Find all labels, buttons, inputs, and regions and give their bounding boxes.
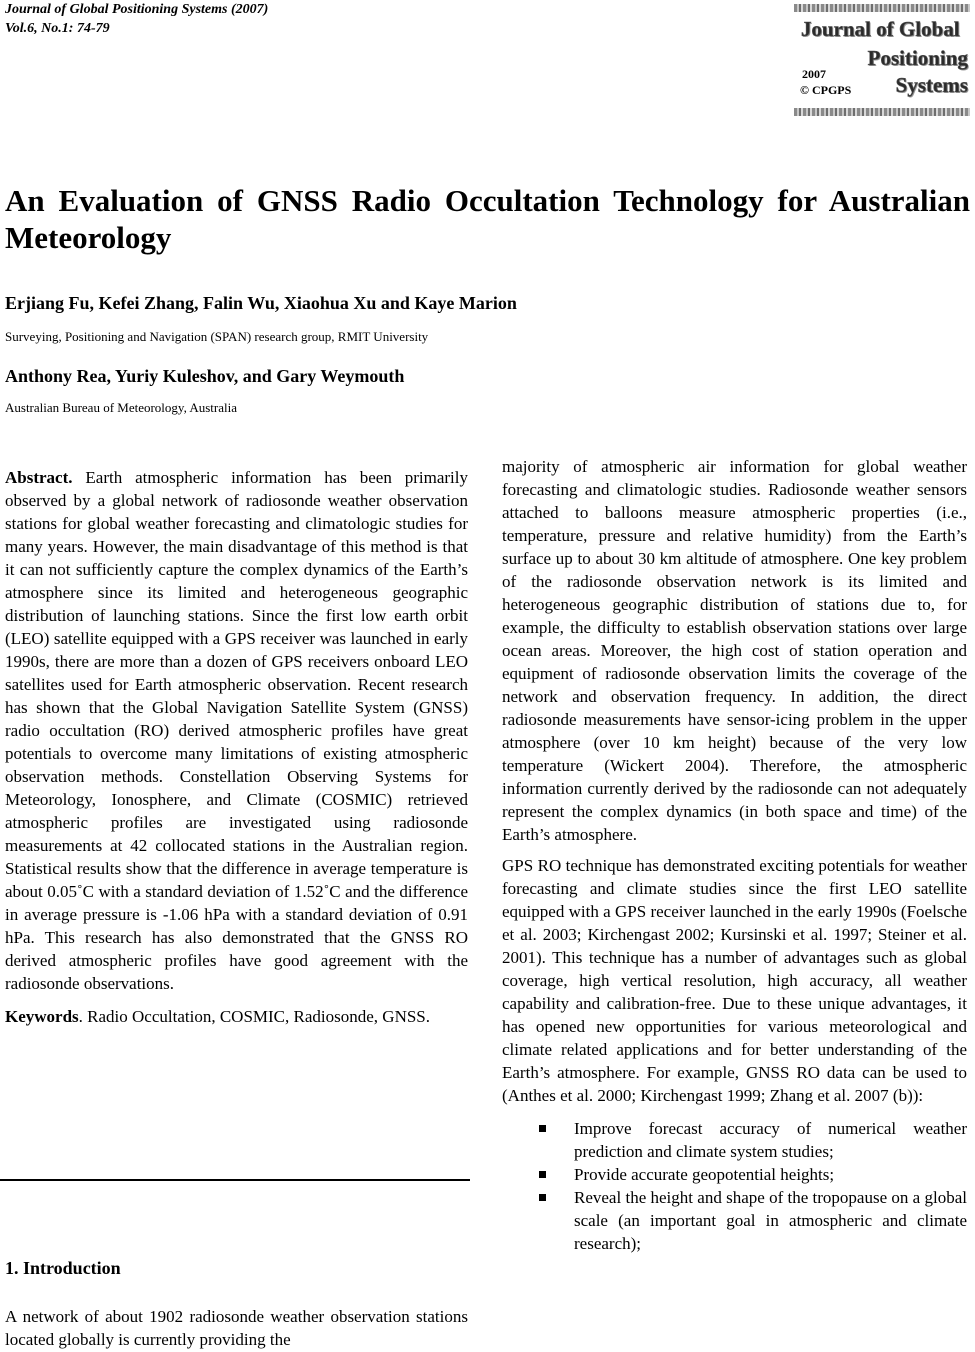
square-bullet-icon (539, 1194, 546, 1201)
logo-line-2: Positioning (867, 46, 968, 70)
square-bullet-icon (539, 1171, 546, 1178)
logo-border-top (794, 4, 970, 12)
logo-year: 2007 (802, 67, 826, 81)
journal-volume: Vol.6, No.1: 74-79 (5, 21, 110, 36)
logo-line-1: Journal of Global (801, 17, 960, 41)
bullet-list (502, 1117, 967, 1255)
journal-header (5, 0, 268, 38)
right-paragraph-2: GPS RO technique has demonstrated exciting potentials for weather forecasting and climate studies since the first LEO satellite equipped with a GPS receiver launched in the early 1990s (Foelsche et al. 2003; Kirchengast 2002; Kursinski et al. 1997; Steiner et al. 2001). This technique has a number of advantages such as global coverage, high vertical resolution, high accuracy, all weather capability and calibration-free. Due to these unique advantages, it has opened new opportunities for various meteorological and climate related applications and for better understanding of the Earth’s atmosphere. For example, GNSS RO data can be used to (Anthes et al. 2000; Kirchengast 1999; Zhang et al. 2007 (b)): (502, 856, 967, 1105)
right-paragraph-1: majority of atmospheric air information for global weather forecasting and climatologic studies. Radiosonde weather sensors attached to balloons measure atmospheric properties (i.e., temperature, pressure and relative humidity) from the Earth’s surface up to about 30 km altitude of atmosphere. One key problem of the radiosonde observation network is its limited and heterogeneous geographic distribution of stations due to, for example, the difficulty to establish observation stations over large ocean areas. Moreover, the high cost of station operation and equipment of radiosonde observation limits the coverage of the network and observation frequency. In addition, the direct radiosonde measurements have sensor-icing problem in the upper atmosphere (over 10 km height) because of the very low temperature (Wickert 2004). Therefore, the atmospheric information currently derived by the radiosonde can not adequately represent the complex dynamics (in both space and time) of the Earth’s atmosphere. (502, 457, 967, 844)
journal-name: Journal of Global Positioning Systems (2007) (5, 2, 269, 17)
left-column (5, 466, 468, 1028)
section-heading-introduction: 1. Introduction (5, 1258, 121, 1278)
list-item (502, 1117, 967, 1163)
keywords (5, 1005, 468, 1028)
abstract (5, 466, 468, 995)
list-item-text: Provide accurate geopotential heights; (574, 1165, 835, 1184)
authors-group-2: Anthony Rea, Yuriy Kuleshov, and Gary Weymouth (5, 366, 405, 386)
affiliation-2: Australian Bureau of Meteorology, Australia (5, 400, 238, 415)
affiliation-1: Surveying, Positioning and Navigation (SPAN) research group, RMIT University (5, 329, 429, 344)
list-item (502, 1163, 967, 1186)
introduction-paragraph: A network of about 1902 radiosonde weather observation stations located globally is currently providing the (5, 1307, 468, 1349)
logo-copyright: © CPGPS (800, 83, 852, 97)
square-bullet-icon (539, 1125, 546, 1132)
abstract-label: Abstract. (5, 468, 73, 487)
section-divider (0, 1179, 470, 1181)
list-item-text: Reveal the height and shape of the tropopause on a global scale (an important goal in atmospheric and climate research); (574, 1188, 967, 1253)
paper-title: An Evaluation of GNSS Radio Occultation Technology for Australian Meteorology (5, 183, 970, 255)
logo-line-3: Systems (895, 73, 968, 97)
right-column (502, 455, 967, 1255)
authors-group-1: Erjiang Fu, Kefei Zhang, Falin Wu, Xiaohua Xu and Kaye Marion (5, 293, 517, 313)
abstract-text: Earth atmospheric information has been primarily observed by a global network of radiosonde weather observation stations for global weather forecasting and climatologic studies for many years. However, the main disadvantage of this method is that it can not sufficiently capture the complex dynamics of the Earth’s atmosphere since its limited and heterogeneous geographic distribution of launching stations. Since the first low earth orbit (LEO) satellite equipped with a GPS receiver was launched in early 1990s, there are more than a dozen of GPS receivers onboard LEO satellites used for Earth atmospheric observation. Recent research has shown that the Global Navigation Satellite System (GNSS) radio occultation (RO) derived atmospheric profiles have great potentials to overcome many limitations of existing atmospheric observation methods. Constellation Observing Systems for Meteorology, Ionosphere, and Climate (COSMIC) retrieved atmospheric profiles are investigated using radiosonde measurements at 42 collocated stations in the Australian region. Statistical results show that the difference in average temperature is about 0.05˚C with a standard deviation of 1.52˚C and the difference in average pressure is -1.06 hPa with a standard deviation of 0.91 hPa. This research has also demonstrated that the GNSS RO derived atmospheric profiles have good agreement with the radiosonde observations. (5, 468, 469, 993)
keywords-text: . Radio Occultation, COSMIC, Radiosonde, GNSS. (78, 1007, 431, 1026)
logo-border-bottom (794, 108, 970, 116)
journal-logo (794, 4, 972, 116)
list-item-text: Improve forecast accuracy of numerical weather prediction and climate system studies; (574, 1119, 967, 1161)
list-item (502, 1186, 967, 1255)
keywords-label: Keywords (5, 1007, 79, 1026)
